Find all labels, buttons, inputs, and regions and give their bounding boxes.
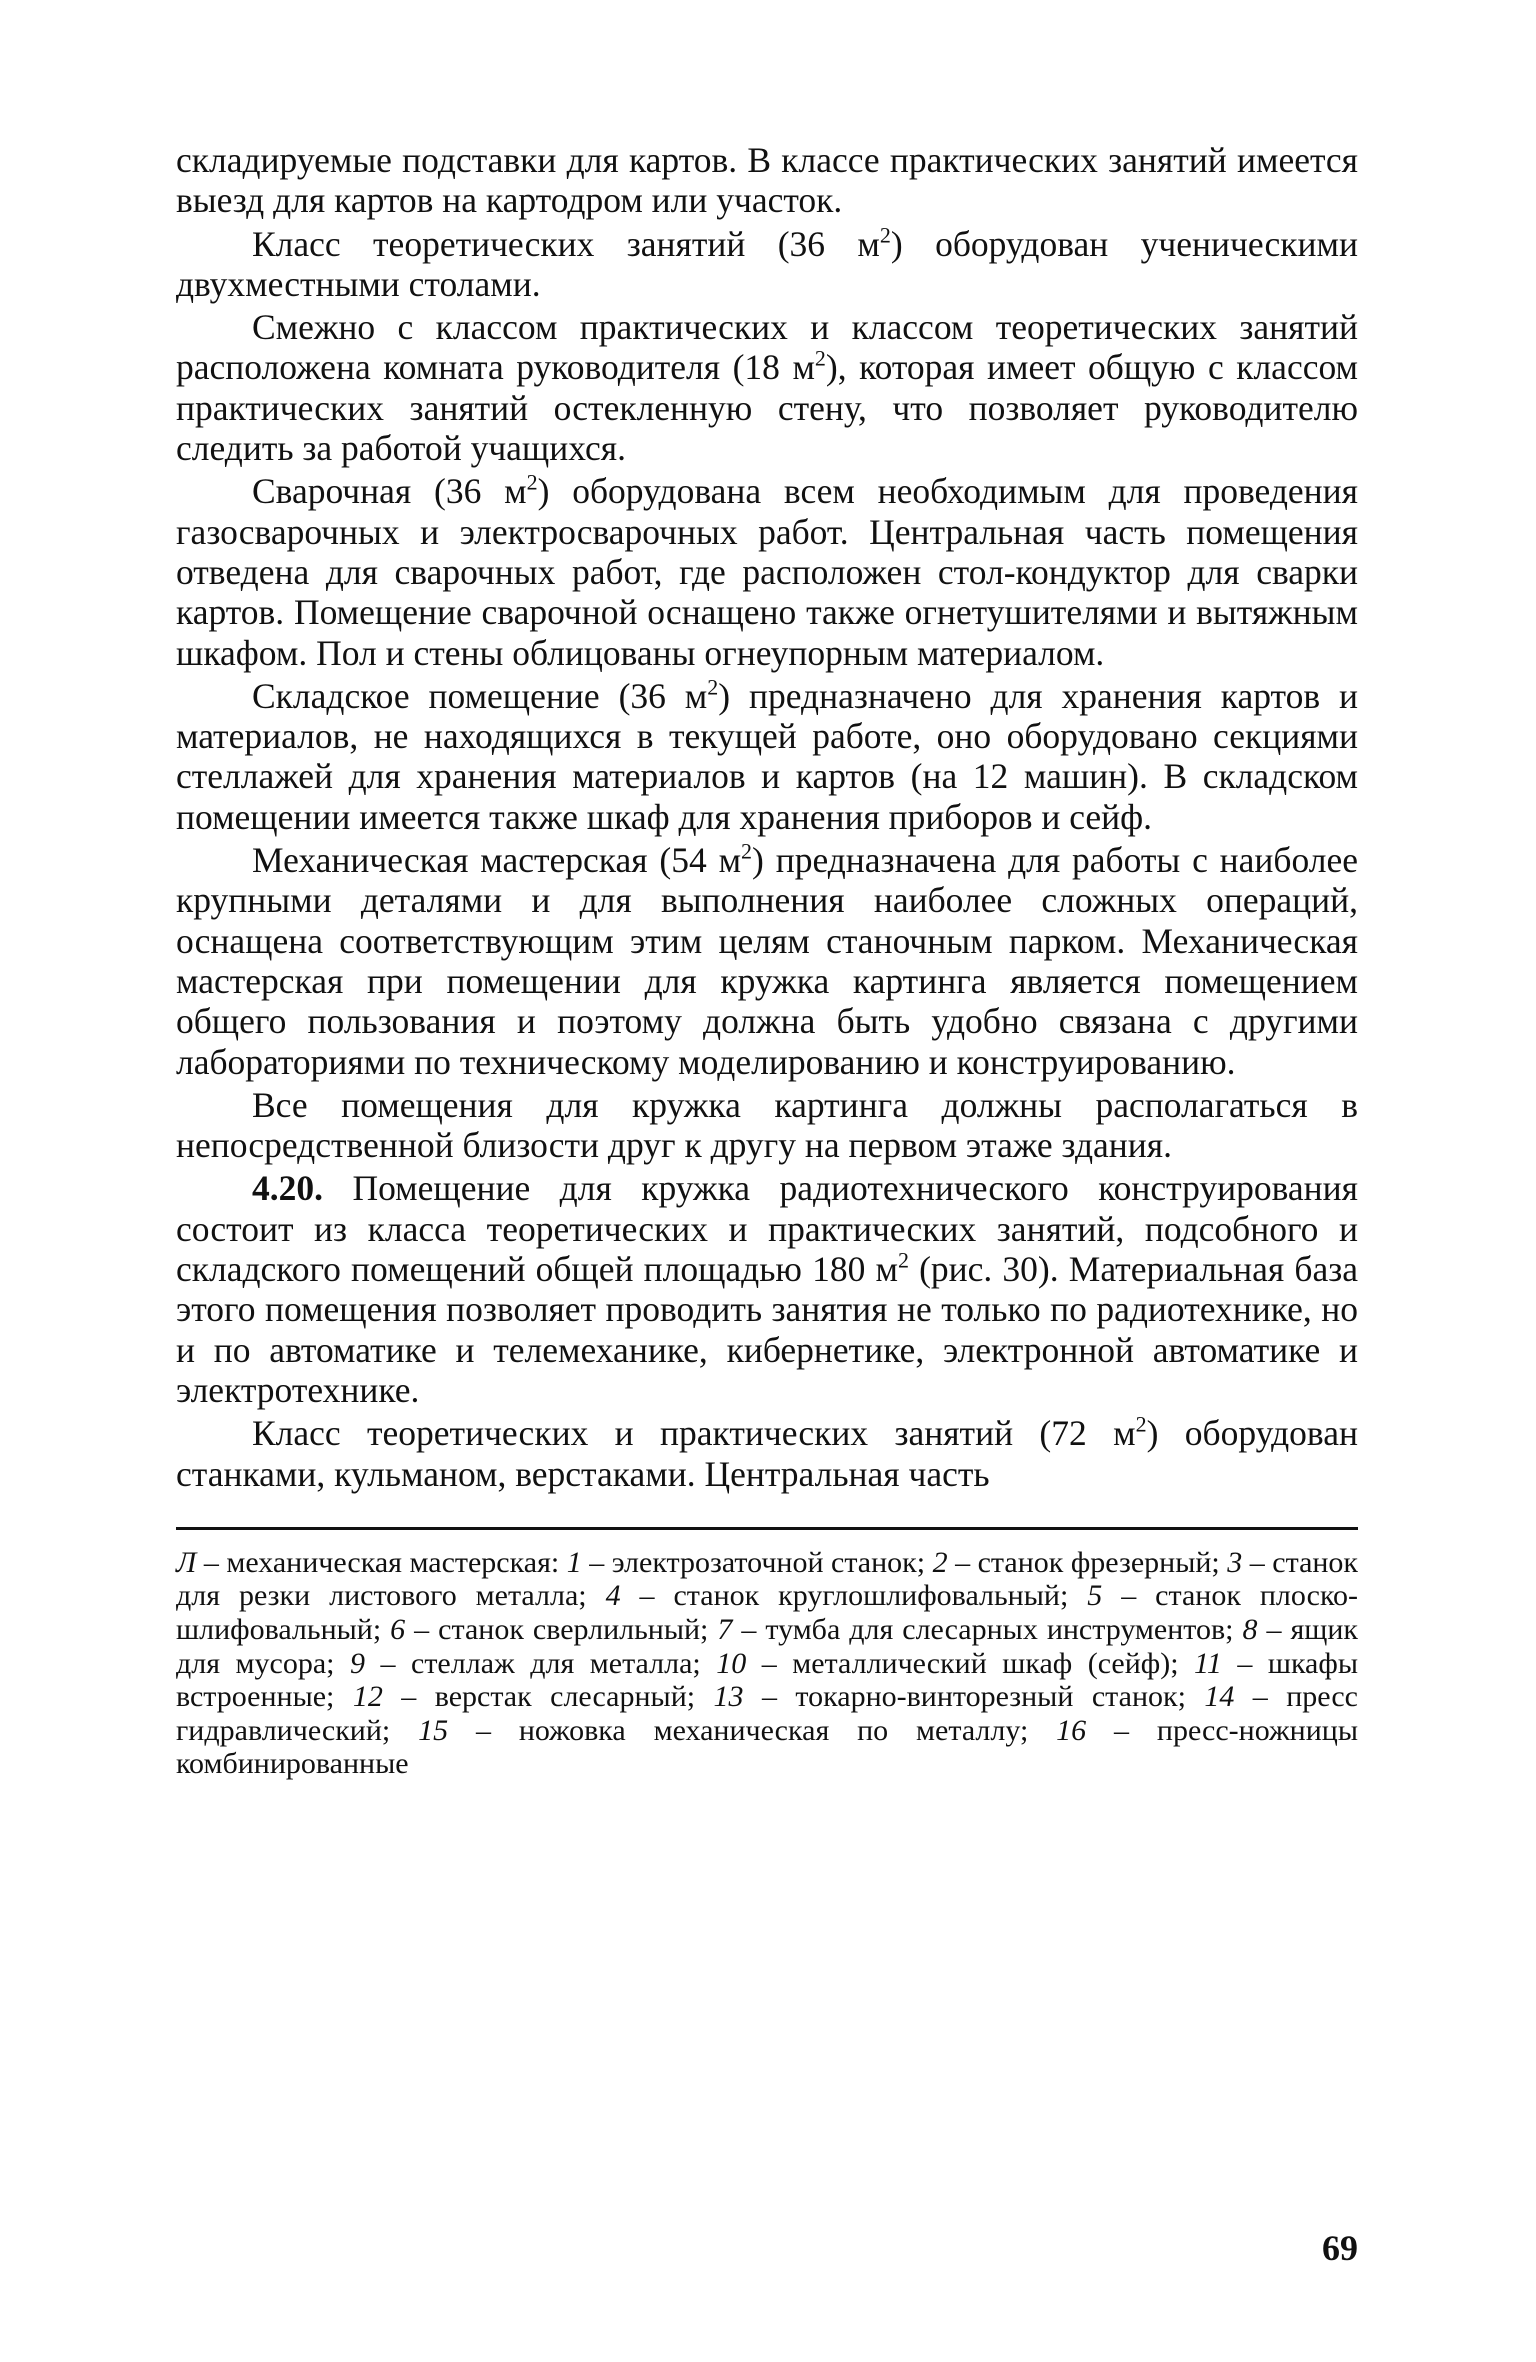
caption-text: – металлический шкаф (сейф); [746, 1646, 1195, 1680]
caption-marker: 6 [390, 1612, 406, 1646]
text-run: Класс теоретических занятий (36 м [252, 223, 880, 264]
caption-marker: 5 [1087, 1579, 1103, 1613]
caption-marker: 8 [1242, 1612, 1258, 1646]
paragraph-4 [176, 471, 1358, 672]
text-run: Смежно с классом практических и классом теоретических занятий расположена комната руководителя (18 м [176, 307, 1358, 388]
caption-text: – пресс-ножницы комбинированные [176, 1713, 1358, 1781]
body-text [176, 140, 1358, 1494]
text-run: (рис. 30). Материальная база этого помещения позволяет проводить занятия не только по радиотехнике, но и по автоматике и телемеханике, кибернетике, электронной автоматике и электротехнике. [176, 1249, 1358, 1410]
caption-text: – ножовка механическая по металлу; [448, 1713, 1057, 1747]
text-run: Класс теоретических и практических занятий (72 м [252, 1413, 1136, 1454]
caption-marker: 9 [350, 1646, 365, 1680]
caption-item [390, 1613, 717, 1646]
text-run: ) предназначена для работы с наиболее крупными деталями и для выполнения наиболее сложных операций, оснащена соответствующим этим целям станочным парком. Механическая мастерская при помещении для кружка картинга является помещением общего пользования и поэтому должна быть удобно связана с другими лабораториями по техническому моделированию и конструированию. [176, 840, 1358, 1082]
superscript: 2 [897, 1247, 909, 1273]
paragraph-7 [176, 1085, 1358, 1166]
paragraph-8 [176, 1168, 1358, 1410]
caption-text: – механическая мастерская: [196, 1545, 567, 1579]
caption-text: – тумба для слесарных инструментов; [732, 1612, 1243, 1646]
caption-item [714, 1680, 1205, 1713]
caption-marker: 16 [1056, 1713, 1087, 1747]
text-run: Помещение для кружка радиотехнического конструирования состоит из класса теоретических и практических занятий, подсобного и складского помещений общей площадью 180 м [176, 1168, 1358, 1290]
caption-marker: 12 [352, 1680, 383, 1714]
caption-marker: 4 [605, 1579, 621, 1613]
caption-text: – ящик для мусора; [176, 1612, 1359, 1680]
text-run: складируемые подставки для картов. В классе практических занятий имеется выезд для картов на картодром или участок. [176, 140, 1358, 221]
caption-item [716, 1647, 1194, 1680]
superscript: 2 [707, 674, 719, 700]
caption-item [717, 1613, 1242, 1646]
paragraph-2 [176, 221, 1358, 305]
text-run: Механическая мастерская (54 м [252, 840, 742, 881]
caption-item [606, 1579, 1088, 1612]
superscript: 2 [814, 345, 826, 371]
caption-marker: Л [176, 1545, 197, 1579]
caption-text: – электрозаточной станок; [581, 1545, 933, 1579]
text-run: Все помещения для кружка картинга должны располагаться в непосредственной близости друг к другу на первом этаже здания. [176, 1084, 1358, 1166]
caption-text: – пресс гидравлический; [176, 1680, 1358, 1747]
paragraph-9 [176, 1413, 1358, 1494]
caption-marker: 10 [716, 1646, 747, 1680]
caption-text: – станок для резки листового металла; [176, 1545, 1359, 1613]
caption-text: – станок плоско-шлифовальный; [176, 1579, 1358, 1646]
caption-item [350, 1647, 716, 1680]
caption-text: – станок фрезерный; [947, 1545, 1228, 1579]
text-run: ) предназначено для хранения картов и материалов, не находящихся в текущей работе, оно оборудовано секциями стеллажей для хранения материалов и картов (на 12 машин). В складском помещении имеется также шкаф для хранения приборов и сейф. [176, 675, 1358, 837]
caption-text: – токарно-винторезный станок; [743, 1680, 1205, 1714]
caption-marker: 15 [418, 1713, 449, 1747]
book-page [176, 140, 1358, 2320]
caption-marker: 13 [713, 1680, 744, 1714]
text-run: Складское помещение (36 м [252, 675, 708, 716]
caption-separator-rule [176, 1527, 1358, 1530]
text-run: Сварочная (36 м [252, 471, 527, 512]
caption-text: – верстак слесарный; [382, 1680, 714, 1714]
paragraph-6 [176, 840, 1358, 1082]
paragraph-3 [176, 307, 1358, 468]
superscript: 2 [526, 469, 538, 495]
caption-text: – станок круглошлифовальный; [620, 1579, 1088, 1613]
text-run: ) оборудован ученическими двухместными столами. [176, 223, 1358, 304]
paragraph-5 [176, 676, 1358, 837]
text-run: ) оборудован станками, кульманом, верстаками. Центральная часть [176, 1413, 1358, 1494]
caption-marker: 14 [1204, 1680, 1235, 1714]
caption-marker: 11 [1194, 1646, 1222, 1680]
caption-text: – станок сверлильный; [405, 1612, 718, 1646]
superscript: 2 [741, 838, 753, 864]
caption-marker: 3 [1227, 1545, 1243, 1579]
caption-item [176, 1546, 567, 1579]
superscript: 2 [1135, 1411, 1147, 1437]
text-run: ) оборудована всем необходимым для проведения газосварочных и электросварочных работ. Центральная часть помещения отведена для сварочных работ, где расположен стол-кондуктор для сварки картов. Помещение сварочной оснащено также огнетушителями и вытяжным шкафом. Пол и стены облицованы огнеупорным материалом. [176, 471, 1358, 673]
caption-marker: 1 [566, 1545, 582, 1579]
caption-text: – шкафы встроенные; [176, 1646, 1358, 1714]
text-run: ), которая имеет общую с классом практических занятий остекленную стену, что позволяет руководителю следить за работой учащихся. [176, 347, 1358, 469]
caption-item [418, 1714, 1056, 1747]
caption-item [353, 1680, 714, 1713]
section-number: 4.20. [252, 1168, 323, 1209]
caption-text: – стеллаж для металла; [365, 1646, 717, 1680]
caption-item [567, 1546, 933, 1579]
superscript: 2 [879, 221, 891, 247]
paragraph-1 [176, 140, 1358, 221]
caption-marker: 2 [932, 1545, 948, 1579]
figure-caption [176, 1546, 1358, 1781]
caption-item [933, 1546, 1228, 1579]
page-number: 69 [1322, 2228, 1358, 2268]
caption-marker: 7 [717, 1612, 733, 1646]
